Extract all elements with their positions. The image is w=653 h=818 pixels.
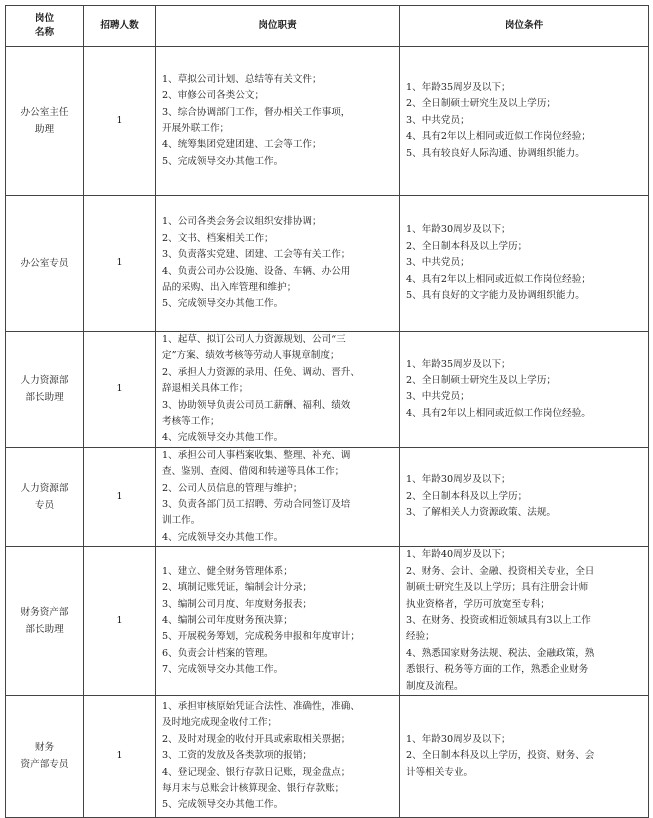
duty-item: 开展外联工作；: [162, 123, 230, 134]
requirement-item: 1、年龄30周岁及以下；: [406, 733, 511, 745]
header-duties: 岗位职责: [156, 6, 400, 47]
requirement-item: 4、具有2年以上相同或近似工作岗位经验；: [406, 131, 591, 143]
duty-item: 3、工资的发放及各类款项的报销；: [162, 750, 313, 762]
headcount-cell: 1: [84, 547, 156, 696]
duty-item: 4、登记现金、银行存款日记账，现金盘点；: [162, 766, 351, 778]
requirements-cell: [400, 547, 649, 696]
duty-item: 4、完成领导交办其他工作。: [162, 432, 284, 444]
requirement-item: 2、全日制硕士研究生及以上学历；: [406, 375, 557, 387]
table-row: [6, 47, 649, 196]
duty-item: 7、完成领导交办其他工作。: [162, 664, 284, 676]
requirement-item: 3、中共党员；: [406, 391, 470, 403]
table-row: [6, 547, 649, 696]
duty-item: 5、完成领导交办其他工作。: [162, 298, 284, 310]
requirements-cell: [400, 47, 649, 196]
requirement-item: 4、具有2年以上相同或近似工作岗位经验。: [406, 407, 591, 419]
requirement-item: 2、全日制本科及以上学历，投资、财务、会: [406, 750, 595, 762]
requirements-cell: [400, 196, 649, 332]
table-row: [6, 447, 649, 546]
duty-item: 1、建立、健全财务管理体系；: [162, 565, 293, 577]
duties-cell: [156, 332, 400, 448]
duty-item: 2、及时对现金的收付开具或索取相关票据；: [162, 733, 351, 745]
header-position: [6, 6, 84, 47]
position-name: 助理: [34, 124, 55, 135]
duty-item: 4、统筹集团党建团建、工会等工作；: [162, 139, 322, 151]
duty-item: 1、公司各类会务会议组织安排协调；: [162, 216, 322, 228]
position-name: 财务资产部: [20, 607, 69, 619]
headcount-cell: 1: [84, 447, 156, 546]
duty-item: 品的采购、出入库管理和维护；: [162, 281, 297, 293]
duty-item: 3、协助领导负责公司员工薪酬、福利、绩效: [162, 399, 351, 411]
header-requirements: 岗位条件: [400, 6, 649, 47]
position-name: 专员: [34, 500, 55, 512]
duty-item: 4、编制公司年度财务预决算；: [162, 614, 293, 626]
requirement-item: 5、具有较良好人际沟通、协调组织能力。: [406, 147, 585, 159]
requirement-item: 3、了解相关人力资源政策、法规。: [406, 507, 557, 519]
duty-item: 3、负责各部门员工招聘、劳动合同签订及培: [162, 499, 351, 511]
duty-item: 1、承担审核原始凭证合法性、准确性，准确、: [162, 701, 360, 713]
duty-item: 2、填制记账凭证，编制会计分录；: [162, 582, 313, 594]
requirement-item: 4、具有2年以上相同或近似工作岗位经验；: [406, 273, 591, 285]
header-headcount: 招聘人数: [84, 6, 156, 47]
duty-item: 辞退相关具体工作；: [162, 383, 249, 395]
requirement-item: 3、中共党员；: [406, 257, 470, 269]
position-name: 办公室专员: [20, 258, 69, 269]
position-cell: [6, 332, 84, 448]
requirement-item: 5、具有良好的文字能力及协调组织能力。: [406, 290, 585, 302]
duty-item: 2、公司人员信息的管理与维护；: [162, 482, 303, 494]
requirement-item: 2、全日制硕士研究生及以上学历；: [406, 98, 557, 110]
duty-item: 每月末与总账会计核算现金、银行存款账；: [162, 783, 345, 795]
duty-item: 及时地完成现金收付工作；: [162, 717, 278, 729]
requirement-item: 1、年龄30周岁及以下；: [406, 224, 511, 236]
requirement-item: 计等相关专业。: [406, 766, 474, 778]
duty-item: 5、完成领导交办其他工作。: [162, 799, 284, 811]
requirement-item: 3、中共党员；: [406, 114, 470, 126]
duty-item: 4、负责公司办公设施、设备、车辆、办公用: [162, 265, 351, 277]
table-row: [6, 332, 649, 448]
position-cell: [6, 47, 84, 196]
position-cell: [6, 196, 84, 332]
duty-item: 1、承担公司人事档案收集、整理、补充、调: [162, 449, 351, 461]
duty-item: 2、审修公司各类公文；: [162, 90, 265, 102]
recruitment-table: [5, 5, 649, 818]
duty-item: 考核等工作；: [162, 416, 220, 428]
requirement-item: 1、年龄35周岁及以下；: [406, 358, 511, 370]
duties-cell: [156, 47, 400, 196]
requirement-item: 2、全日制本科及以上学历；: [406, 490, 528, 502]
requirements-cell: [400, 447, 649, 546]
headcount-cell: 1: [84, 695, 156, 817]
duties-cell: [156, 447, 400, 546]
duty-item: 定”方案、绩效考核等劳动人事规章制度；: [162, 350, 340, 362]
requirement-item: 悉银行、税务等方面的工作，熟悉企业财务: [406, 664, 589, 676]
duties-cell: [156, 547, 400, 696]
duty-item: 2、承担人力资源的录用、任免、调动、晋升、: [162, 366, 360, 378]
requirement-item: 1、年龄40周岁及以下；: [406, 549, 511, 561]
position-name: 人力资源部: [20, 483, 69, 495]
duty-item: 2、文书、档案相关工作；: [162, 232, 274, 244]
header-position-line: 名称: [34, 27, 55, 38]
position-cell: [6, 547, 84, 696]
duties-cell: [156, 695, 400, 817]
duty-item: 6、负责会计档案的管理。: [162, 647, 274, 659]
duty-item: 1、草拟公司计划、总结等有关文件；: [162, 73, 322, 85]
requirement-item: 2、全日制本科及以上学历；: [406, 240, 528, 252]
requirement-item: 制硕士研究生及以上学历；具有注册会计师: [406, 582, 589, 594]
requirements-cell: [400, 695, 649, 817]
requirement-item: 2、财务、会计、金融、投资相关专业，全日: [406, 565, 595, 577]
requirement-item: 3、在财务、投资或相近领域具有3以上工作: [406, 614, 591, 626]
duty-item: 5、开展税务筹划，完成税务申报和年度审计；: [162, 631, 360, 643]
duty-item: 训工作。: [162, 515, 201, 527]
requirement-item: 1、年龄35周岁及以下；: [406, 81, 511, 93]
duty-item: 3、编制公司月度、年度财务报表；: [162, 598, 313, 610]
position-name: 人力资源部: [20, 375, 69, 387]
duty-item: 1、起草、拟订公司人力资源规划、公司“三: [162, 334, 346, 345]
requirement-item: 经验；: [406, 631, 435, 643]
requirement-item: 制度及流程。: [406, 680, 464, 692]
position-name: 部长助理: [25, 624, 64, 636]
table-row: [6, 695, 649, 817]
headcount-cell: 1: [84, 332, 156, 448]
position-name: 资产部专员: [20, 759, 69, 771]
duty-item: 4、完成领导交办其他工作。: [162, 531, 284, 543]
requirements-cell: [400, 332, 649, 448]
headcount-cell: 1: [84, 47, 156, 196]
position-cell: [6, 447, 84, 546]
position-name: 办公室主任: [20, 107, 69, 118]
position-name: 财务: [34, 742, 55, 754]
position-name: 部长助理: [25, 392, 64, 404]
duty-item: 5、完成领导交办其他工作。: [162, 155, 284, 167]
requirement-item: 1、年龄30周岁及以下；: [406, 474, 511, 486]
duties-cell: [156, 196, 400, 332]
table-body: [6, 47, 649, 818]
headcount-cell: 1: [84, 196, 156, 332]
duty-item: 3、综合协调部门工作，督办相关工作事项，: [162, 106, 351, 118]
requirement-item: 执业资格者，学历可放宽至专科；: [406, 598, 550, 610]
duty-item: 查、鉴别、查阅、借阅和转递等具体工作；: [162, 466, 345, 478]
table-row: [6, 196, 649, 332]
position-cell: [6, 695, 84, 817]
duty-item: 3、负责落实党建、团建、工会等有关工作；: [162, 249, 351, 261]
header-position-line: 岗位: [34, 13, 55, 24]
requirement-item: 4、熟悉国家财务法规、税法、金融政策，熟: [406, 647, 595, 659]
table-header-row: [6, 6, 649, 47]
